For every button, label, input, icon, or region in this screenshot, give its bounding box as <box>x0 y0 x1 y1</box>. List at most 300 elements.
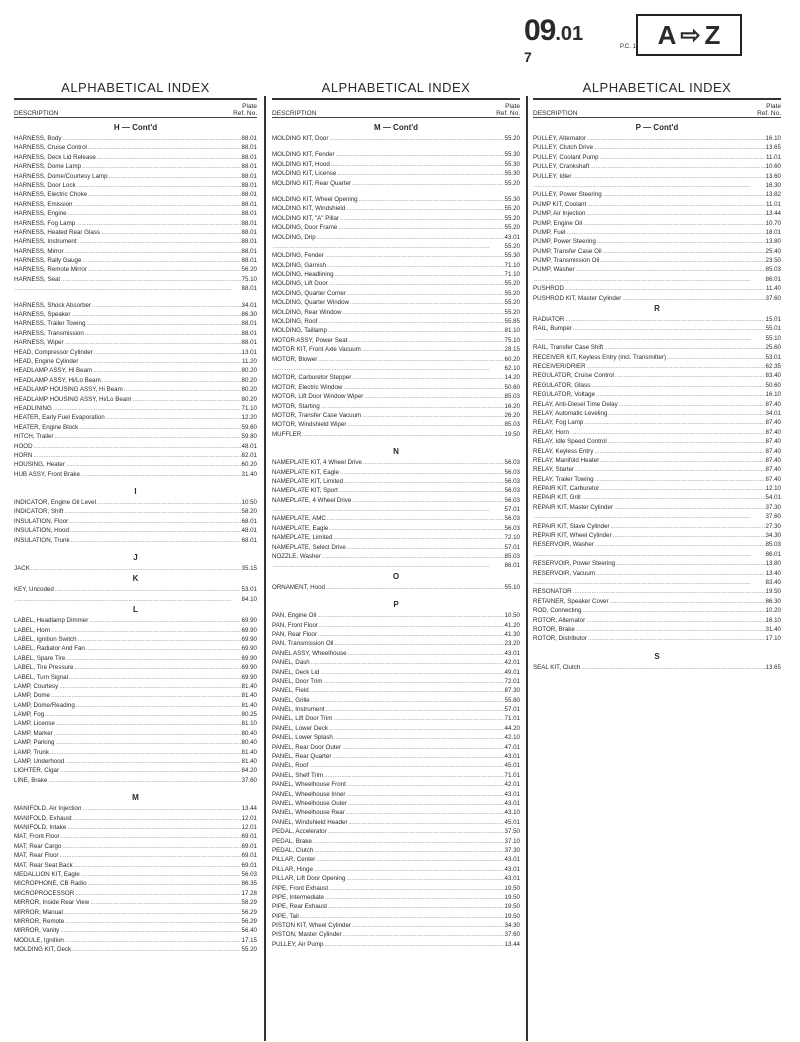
index-entry <box>272 355 520 364</box>
entry-plate-ref: 55.20 <box>504 224 520 232</box>
entry-description: PANEL, Instrument <box>272 706 325 714</box>
leader-dots <box>667 353 764 362</box>
entry-description: MOTOR, Windshield Wiper <box>272 421 347 429</box>
entry-plate-ref: 81.40 <box>241 682 257 690</box>
index-entry <box>533 597 781 606</box>
index-entry <box>533 531 781 540</box>
entry-plate-ref: 86.35 <box>241 880 257 888</box>
index-entry <box>14 766 257 775</box>
index-entry <box>14 366 257 375</box>
leader-dots <box>348 336 503 345</box>
entry-spacer <box>272 592 520 599</box>
leader-dots <box>583 219 764 228</box>
entry-plate-ref: 45.01 <box>504 762 520 770</box>
entry-description: MOLDING, Roof <box>272 318 318 326</box>
leader-dots <box>600 484 764 493</box>
entry-plate-ref: 13.82 <box>765 191 781 199</box>
entry-description: MICROPROCESSOR <box>14 889 75 897</box>
entry-plate-ref: 55.20 <box>241 946 257 954</box>
entry-plate-ref: 87.40 <box>765 475 781 483</box>
entry-plate-ref: 55.10 <box>765 334 781 342</box>
leader-dots <box>534 334 765 343</box>
leader-dots <box>336 150 504 159</box>
entry-description: HARNESS, Emission <box>14 200 73 208</box>
index-entry <box>14 526 257 535</box>
leader-dots <box>347 289 504 298</box>
leader-dots <box>567 228 765 237</box>
index-entry <box>14 357 257 366</box>
leader-dots <box>326 583 504 592</box>
index-entry <box>272 705 520 714</box>
entry-plate-ref: 69.01 <box>241 833 257 841</box>
leader-dots <box>51 626 240 635</box>
index-entry <box>272 686 520 695</box>
index-entry <box>533 503 781 512</box>
entry-description: PAN, Rear Floor <box>272 630 317 638</box>
entry-plate-ref: 55.20 <box>504 289 520 297</box>
index-entry <box>533 371 781 380</box>
subheader-rule <box>14 117 257 118</box>
index-entry <box>14 134 257 143</box>
entry-plate-ref: 49.01 <box>504 668 520 676</box>
entry-plate-ref: 88.01 <box>241 210 257 218</box>
leader-dots <box>565 315 764 324</box>
entry-description: MOLDING KIT, Wheel Opening <box>272 195 358 203</box>
entry-description: HORN <box>14 451 33 459</box>
index-entry <box>14 219 257 228</box>
entry-description: REGULATOR, Glass <box>533 381 591 389</box>
index-entry <box>14 162 257 171</box>
leader-dots <box>340 468 504 477</box>
entry-description: MOLDING, Rear Window <box>272 308 342 316</box>
entry-description: PANEL, Door Trim <box>272 677 323 685</box>
index-entry <box>272 514 520 523</box>
leader-dots <box>615 371 765 380</box>
entry-plate-ref: 69.01 <box>241 842 257 850</box>
entry-plate-ref: 86.01 <box>504 562 520 570</box>
leader-dots <box>329 524 503 533</box>
entry-plate-ref: 35.15 <box>241 565 257 573</box>
entry-plate-ref: 55.01 <box>765 325 781 333</box>
entry-description: HEAD, Engine Cylinder <box>14 357 79 365</box>
leader-dots <box>534 578 765 587</box>
leader-dots <box>324 771 503 780</box>
leader-dots <box>320 668 503 677</box>
entry-description: MOLDING KIT, "A" Pillar <box>272 214 339 222</box>
index-entry <box>272 486 520 495</box>
entry-plate-ref: 75.10 <box>504 336 520 344</box>
leader-dots <box>273 364 504 373</box>
letter-heading: J <box>133 553 138 563</box>
subheader-rule <box>272 117 520 118</box>
entry-plate-ref: 55.30 <box>504 151 520 159</box>
entry-plate-ref: 37.60 <box>504 931 520 939</box>
entry-description: PANEL, Wheelhouse Outer <box>272 800 347 807</box>
entry-description: RESERVOIR, Power Steering <box>533 560 616 568</box>
index-entry <box>272 468 520 477</box>
column-title: ALPHABETICAL INDEX <box>321 80 471 95</box>
index-entry <box>14 395 257 404</box>
entry-description: MOTOR, Electric Window <box>272 383 343 391</box>
leader-dots <box>322 552 504 561</box>
entry-description: PULLEY, Air Pump <box>272 940 324 948</box>
entry-plate-ref: 56.03 <box>504 524 520 532</box>
leader-dots <box>587 134 765 143</box>
entry-description: PIPE, Rear Exhaust <box>272 903 328 911</box>
entry-plate-ref: 88.01 <box>241 153 257 161</box>
leader-dots <box>565 284 765 293</box>
entry-description: MODULE, Ignition <box>14 936 64 944</box>
entry-description: JACK <box>14 565 30 573</box>
leader-dots <box>583 606 765 615</box>
entry-plate-ref: 56.03 <box>504 487 520 495</box>
entry-description: RECEIVER/DRIER <box>533 362 586 370</box>
leader-dots <box>600 256 764 265</box>
index-entry <box>533 587 781 596</box>
index-entry <box>533 418 781 427</box>
entry-description: PILLAR, Hinge <box>272 865 313 873</box>
index-entry <box>272 373 520 382</box>
leader-dots <box>31 564 241 573</box>
entry-description: PULLEY, Idler <box>533 172 572 180</box>
entry-plate-ref: 19.50 <box>504 430 520 438</box>
entry-plate-ref: 16.20 <box>504 402 520 410</box>
entry-plate-ref: 43.01 <box>504 856 520 864</box>
entry-plate-ref: 42.01 <box>504 781 520 789</box>
leader-dots <box>273 561 504 570</box>
entry-description: RELAY, Horn <box>533 428 569 436</box>
entry-plate-ref: 55.20 <box>504 299 520 307</box>
index-entry <box>14 870 257 879</box>
index-entry <box>272 150 520 159</box>
leader-dots <box>86 644 241 653</box>
index-entry <box>272 761 520 770</box>
leader-dots <box>55 585 241 594</box>
leader-dots <box>59 682 240 691</box>
entry-description: PAN, Engine Oil <box>272 612 317 620</box>
entry-description: MOLDING KIT, Fender <box>272 151 335 159</box>
entry-description: RELAY, Starter <box>533 466 575 474</box>
index-entry <box>533 606 781 615</box>
leader-dots <box>93 366 240 375</box>
index-entry <box>533 353 781 362</box>
index-entry <box>272 771 520 780</box>
leader-dots <box>65 338 241 347</box>
entry-plate-ref: 88.01 <box>241 238 257 246</box>
entry-plate-ref: 54.01 <box>765 494 781 502</box>
index-entry <box>14 804 257 813</box>
entry-plate-ref: 80.40 <box>241 729 257 737</box>
description-label: DESCRIPTION <box>533 110 578 117</box>
entry-description: INSULATION, Hood <box>14 527 69 535</box>
entry-plate-ref: 26.20 <box>504 411 520 419</box>
leader-dots <box>71 536 241 545</box>
entry-plate-ref: 11.01 <box>765 200 781 208</box>
leader-dots <box>586 616 764 625</box>
entry-description: REPAIR KIT, Wheel Cylinder <box>533 532 612 540</box>
leader-dots <box>329 724 504 733</box>
entry-description: NAMEPLATE, 4 Wheel Drive <box>272 496 352 504</box>
leader-dots <box>343 383 503 392</box>
entry-plate-ref: 42.10 <box>504 734 520 742</box>
entry-plate-ref: 86.01 <box>765 550 781 558</box>
entry-description: MOLDING, Taillamp <box>272 327 327 335</box>
leader-dots <box>90 898 240 907</box>
column-title: ALPHABETICAL INDEX <box>61 80 210 95</box>
entry-description: HEADLAMP ASSY, Hi/Lo Beam <box>14 376 101 384</box>
leader-dots <box>604 343 764 352</box>
entry-description: MAT, Rear Floor <box>14 852 59 860</box>
index-entry <box>272 533 520 542</box>
entry-plate-ref: 55.20 <box>504 205 520 213</box>
index-entry <box>533 247 781 256</box>
leader-dots <box>81 870 241 879</box>
entry-plate-ref: 43.01 <box>504 865 520 873</box>
leader-dots <box>78 237 241 246</box>
leader-dots <box>69 517 240 526</box>
index-entry <box>14 626 257 635</box>
entry-plate-ref: 69.90 <box>241 617 257 625</box>
leader-dots <box>92 301 240 310</box>
index-entry <box>272 902 520 911</box>
entry-plate-ref: 31.40 <box>765 625 781 633</box>
entry-description: LABEL, Ignition Switch <box>14 635 77 643</box>
entry-plate-ref: 62.10 <box>504 364 520 372</box>
page-header <box>524 8 794 64</box>
index-entry <box>533 362 781 371</box>
leader-dots <box>333 533 503 542</box>
entry-plate-ref: 71.10 <box>504 271 520 279</box>
index-entry <box>272 317 520 326</box>
entry-plate-ref: 88.01 <box>241 320 257 328</box>
entry-spacer <box>272 439 520 446</box>
entry-description: HEAD, Compressor Cylinder <box>14 348 93 356</box>
index-entry <box>533 428 781 437</box>
entry-plate-ref: 88.01 <box>241 247 257 255</box>
leader-dots <box>318 355 503 364</box>
index-entry <box>272 639 520 648</box>
entry-plate-ref: 11.01 <box>765 153 781 161</box>
leader-dots <box>591 381 764 390</box>
entry-plate-ref: 88.01 <box>241 200 257 208</box>
entry-plate-ref: 55.20 <box>504 280 520 288</box>
index-entry <box>272 827 520 836</box>
entry-plate-ref: 55.20 <box>504 135 520 142</box>
entry-plate-ref: 85.03 <box>504 421 520 429</box>
index-entry <box>272 855 520 864</box>
entry-plate-ref: 85.03 <box>765 266 781 274</box>
entry-plate-ref: 56.03 <box>504 468 520 476</box>
entry-plate-ref: 43.10 <box>504 809 520 817</box>
column-divider-2 <box>526 96 528 1041</box>
leader-dots <box>313 837 504 846</box>
leader-dots <box>594 143 764 152</box>
entry-plate-ref: 11.40 <box>765 285 781 293</box>
index-entry <box>14 691 257 700</box>
leader-dots <box>62 134 240 143</box>
letter-heading: L <box>133 605 138 615</box>
index-entry <box>272 279 520 288</box>
entry-plate-ref: 56.03 <box>504 477 520 485</box>
entry-description: INDICATOR, Engine Oil Level <box>14 499 96 507</box>
entry-spacer <box>14 785 257 792</box>
entry-plate-ref: 11.20 <box>241 357 257 365</box>
index-entry <box>272 552 520 561</box>
index-entry <box>272 298 520 307</box>
entry-plate-ref: 56.03 <box>504 496 520 504</box>
entry-plate-ref: 55.30 <box>504 252 520 260</box>
entry-description: SEAL KIT, Clutch <box>533 663 581 671</box>
entry-plate-ref: 56.40 <box>241 927 257 935</box>
index-entry <box>272 169 520 178</box>
entry-description: HEATER, Engine Block <box>14 423 79 431</box>
entry-description: MAT, Rear Cargo <box>14 842 62 850</box>
leader-dots <box>323 677 503 686</box>
index-entry <box>14 616 257 625</box>
entry-plate-ref: 69.90 <box>241 673 257 681</box>
letter-heading: O <box>392 571 400 581</box>
entry-description: MOLDING, Fender <box>272 252 324 260</box>
leader-dots <box>597 237 765 246</box>
entry-plate-ref: 81.40 <box>241 701 257 709</box>
entry-description: HARNESS, Transmission <box>14 329 84 337</box>
letter-heading: P <box>393 600 399 610</box>
entry-description: MOLDING KIT, Windshield <box>272 205 346 213</box>
index-entry <box>272 411 520 420</box>
entry-plate-ref: 55.30 <box>504 195 520 203</box>
entry-description: HARNESS, Electric Choke <box>14 191 88 199</box>
entry-plate-ref: 10.60 <box>765 163 781 171</box>
entry-plate-ref: 16.10 <box>765 135 781 142</box>
index-entry <box>14 265 257 274</box>
entry-plate-ref: 81.40 <box>241 748 257 756</box>
entry-plate-ref: 13.40 <box>765 569 781 577</box>
entry-plate-ref: 88.01 <box>241 135 257 142</box>
entry-description: MOLDING, Garnish <box>272 261 326 269</box>
index-entry <box>272 780 520 789</box>
index-entry <box>14 190 257 199</box>
leader-dots <box>65 757 240 766</box>
leader-dots <box>334 639 503 648</box>
leader-dots <box>69 673 241 682</box>
index-entry <box>14 823 257 832</box>
leader-dots <box>66 460 241 469</box>
entry-plate-ref: 13.65 <box>765 663 781 671</box>
entry-description: MAT, Rear Seat Back <box>14 861 73 869</box>
index-entry <box>272 383 520 392</box>
index-entry <box>14 517 257 526</box>
entry-plate-ref: 57.01 <box>504 543 520 551</box>
leader-dots <box>54 729 241 738</box>
index-entry <box>272 261 520 270</box>
entry-plate-ref: 88.01 <box>241 191 257 199</box>
entry-description: MOLDING KIT, Hood <box>272 160 330 168</box>
entry-plate-ref: 17.10 <box>765 635 781 643</box>
entry-description: MOLDING KIT, Deck <box>14 946 72 954</box>
index-entry <box>14 719 257 728</box>
entry-plate-ref: 80.20 <box>241 395 257 403</box>
entry-plate-ref: 69.90 <box>241 635 257 643</box>
index-entry <box>272 160 520 169</box>
leader-dots <box>331 160 504 169</box>
leader-dots <box>346 204 503 213</box>
index-entry <box>14 644 257 653</box>
entry-description: PANEL, Wheelhouse Front <box>272 781 346 789</box>
index-entry <box>14 738 257 747</box>
entry-description: MOTOR, Starting <box>272 402 320 410</box>
leader-dots <box>311 658 504 667</box>
entry-plate-ref: 88.01 <box>241 285 257 293</box>
index-entry <box>14 814 257 823</box>
index-entry <box>533 256 781 265</box>
entry-plate-ref: 34.01 <box>765 409 781 417</box>
leader-dots <box>317 233 504 242</box>
ref-no-label: Ref. No. <box>757 110 781 117</box>
entry-plate-ref: 37.30 <box>504 846 520 854</box>
entry-description: PANEL, Deck Lid <box>272 668 320 676</box>
index-entry <box>14 908 257 917</box>
entry-description: PULLEY, Crankshaft <box>533 163 590 171</box>
leader-dots <box>587 362 765 371</box>
leader-dots <box>348 649 504 658</box>
entry-plate-ref: 56.03 <box>504 459 520 467</box>
leader-dots <box>78 635 241 644</box>
entry-description: NAMEPLATE, AMC <box>272 515 326 523</box>
entry-plate-ref: 27.30 <box>765 522 781 530</box>
entry-plate-ref: 55.30 <box>504 160 520 168</box>
leader-dots <box>573 324 765 333</box>
entry-plate-ref: 59.60 <box>241 423 257 431</box>
index-entry <box>533 578 781 587</box>
entry-plate-ref: 43.01 <box>504 790 520 798</box>
index-entry <box>14 310 257 319</box>
index-entry <box>272 818 520 827</box>
index-entry <box>272 808 520 817</box>
leader-dots <box>534 181 765 190</box>
entry-description: PILLAR, Center <box>272 856 316 864</box>
index-entry <box>272 420 520 429</box>
entry-plate-ref: 80.20 <box>241 386 257 394</box>
column-subheader <box>533 100 781 117</box>
entry-plate-ref: 37.10 <box>504 837 520 845</box>
index-entry <box>14 181 257 190</box>
index-entry <box>14 701 257 710</box>
section-number <box>524 14 583 65</box>
entry-plate-ref: 86.30 <box>241 311 257 319</box>
section-sub: 7 <box>524 49 532 65</box>
plate-label: Plate <box>766 103 781 110</box>
leader-dots <box>48 776 240 785</box>
index-entry <box>272 799 520 808</box>
leader-dots <box>71 310 240 319</box>
leader-dots <box>311 696 504 705</box>
leader-dots <box>575 465 764 474</box>
entry-description: PUSHROD <box>533 285 564 293</box>
leader-dots <box>321 402 504 411</box>
entry-description: PUMP, Power Steering <box>533 238 596 246</box>
entry-description: MOTOR, Blower <box>272 355 318 363</box>
index-entry <box>533 315 781 324</box>
leader-dots <box>88 190 240 199</box>
entry-description: PANEL, Lift Door Trim <box>272 715 333 723</box>
entry-plate-ref: 55.30 <box>504 170 520 178</box>
entry-description: MOTOR, Transfer Case Vacuum <box>272 411 362 419</box>
entry-description: RESERVOIR, Washer <box>533 541 594 549</box>
leader-dots <box>328 827 504 836</box>
index-entries <box>533 122 781 672</box>
index-entry <box>272 242 520 251</box>
index-entry <box>272 233 520 242</box>
